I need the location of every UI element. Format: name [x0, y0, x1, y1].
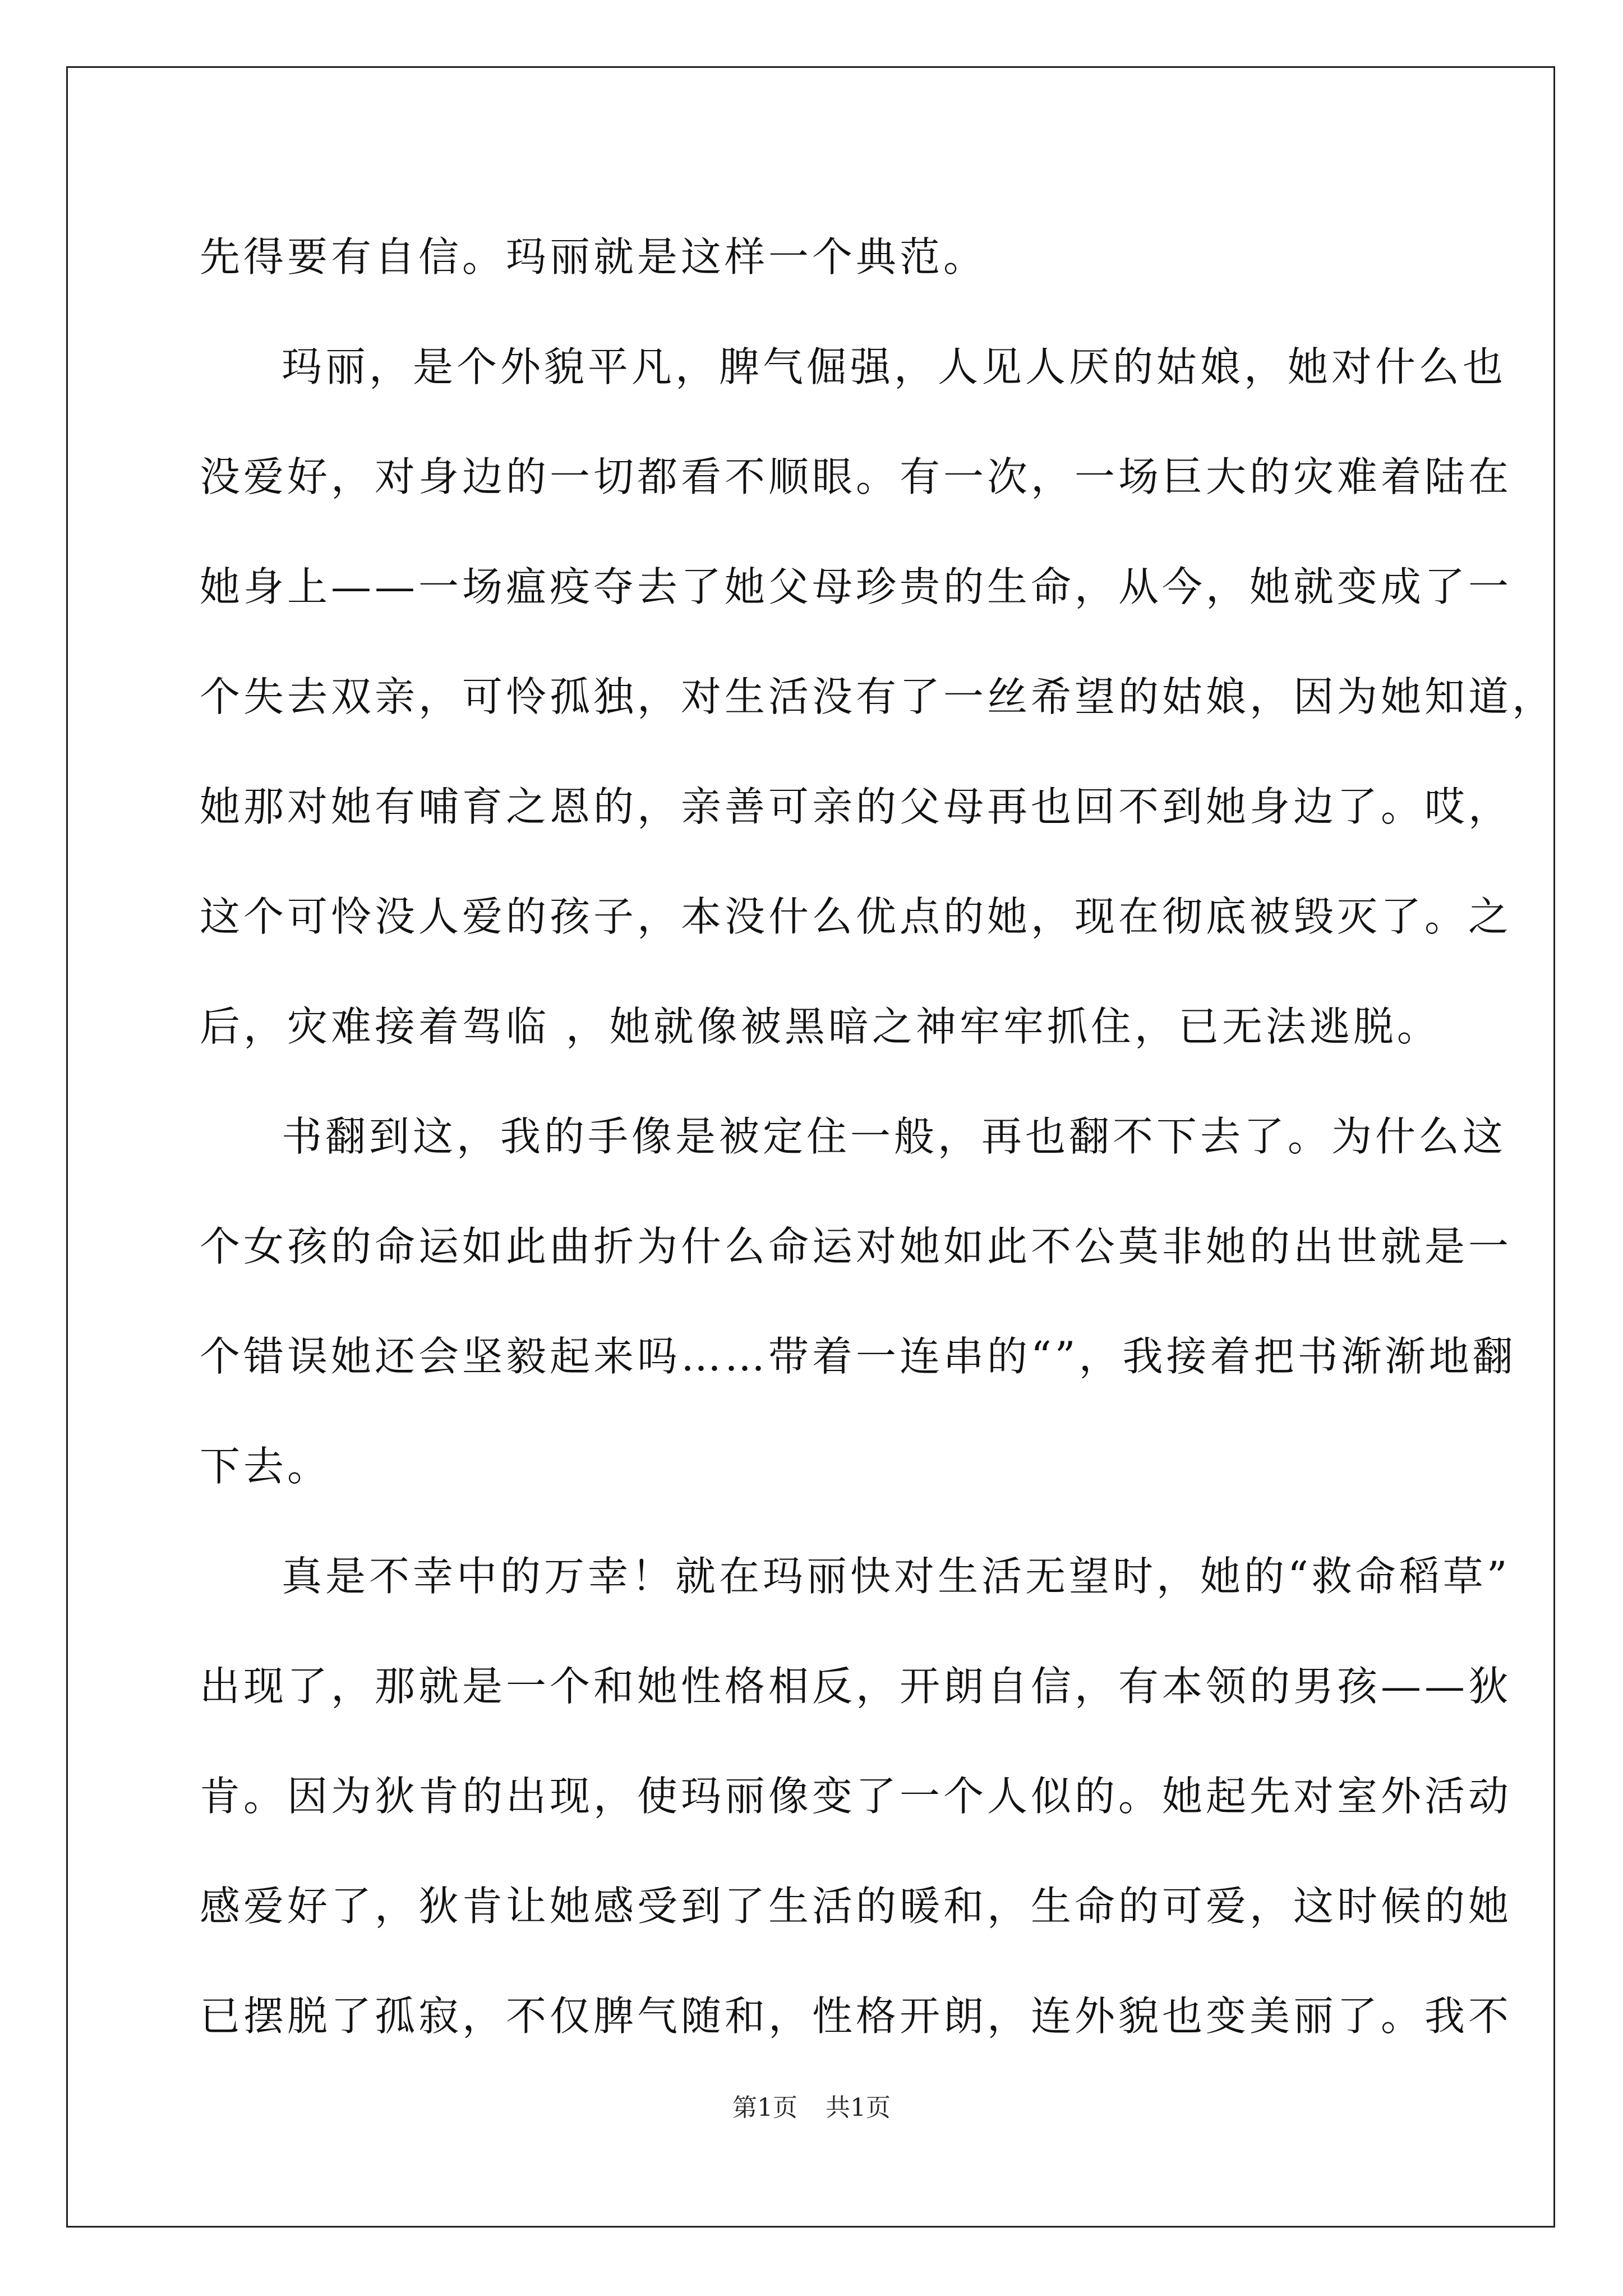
page-number-total: 共1页	[826, 2093, 891, 2122]
text-line: 先得要有自信。玛丽就是这样一个典范。	[200, 233, 988, 280]
text-line: 个错误她还会坚毅起来吗……带着一连串的“”，我接着把书渐渐地翻	[200, 1333, 1516, 1380]
page-footer	[0, 2091, 1623, 2125]
text-line: 她身上——一场瘟疫夺去了她父母珍贵的生命，从今，她就变成了一	[200, 563, 1513, 610]
text-line: 下去。	[200, 1443, 331, 1490]
text-line: 已摆脱了孤寂，不仅脾气随和，性格开朗，连外貌也变美丽了。我不	[200, 1993, 1513, 2040]
text-line: 出现了，那就是一个和她性格相反，开朗自信，有本领的男孩——狄	[200, 1663, 1513, 1710]
text-line: 后，灾难接着驾临 ，她就像被黑暗之神牢牢抓住，已无法逃脱。	[200, 1003, 1441, 1050]
text-line: 感爱好了，狄肯让她感受到了生活的暖和，生命的可爱，这时候的她	[200, 1883, 1513, 1930]
document-body	[200, 202, 1556, 2071]
text-line: 个女孩的命运如此曲折为什么命运对她如此不公莫非她的出世就是一	[200, 1223, 1513, 1270]
text-line: 真是不幸中的万幸！就在玛丽快对生活无望时，她的“救命稻草”	[282, 1553, 1511, 1600]
text-line: 玛丽，是个外貌平凡，脾气倔强，人见人厌的姑娘，她对什么也	[282, 343, 1507, 390]
text-line: 书翻到这，我的手像是被定住一般，再也翻不下去了。为什么这	[282, 1113, 1507, 1160]
text-line: 这个可怜没人爱的孩子，本没什么优点的她，现在彻底被毁灭了。之	[200, 893, 1513, 940]
text-line: 肯。因为狄肯的出现，使玛丽像变了一个人似的。她起先对室外活动	[200, 1773, 1513, 1820]
text-line: 没爱好，对身边的一切都看不顺眼。有一次，一场巨大的灾难着陆在	[200, 453, 1513, 500]
text-line: 个失去双亲，可怜孤独，对生活没有了一丝希望的姑娘，因为她知道，	[200, 673, 1556, 720]
text-line: 她那对她有哺育之恩的，亲善可亲的父母再也回不到她身边了。哎，	[200, 783, 1513, 830]
page-number-current: 第1页	[732, 2093, 797, 2122]
